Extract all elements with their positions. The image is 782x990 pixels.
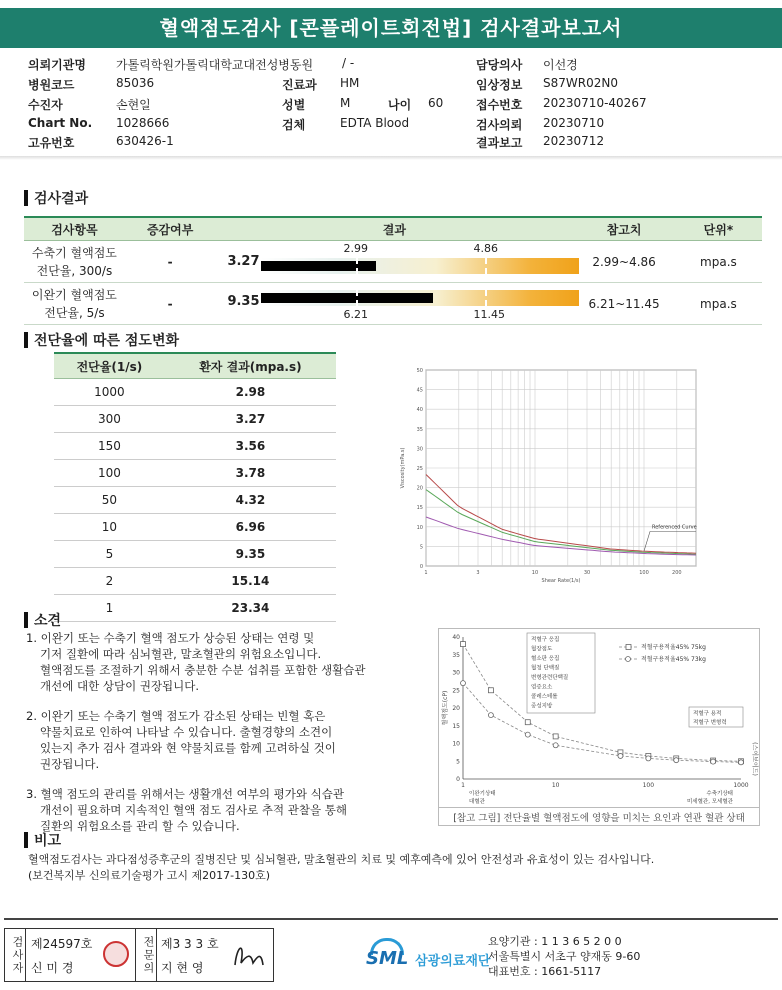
result-row-systolic [24, 241, 762, 283]
table-row: 5 9.35 [54, 541, 336, 568]
col-ref: 참고치 [573, 217, 674, 241]
data-point [674, 758, 679, 763]
unit-cell: mpa.s [675, 241, 762, 283]
factor-box [527, 633, 595, 713]
y-tick-label: 10 [416, 524, 423, 531]
sex-value: M [340, 96, 351, 110]
data-point [525, 720, 530, 725]
col-shear-rate: 전단율(1/s) [54, 353, 165, 379]
result-value: 9.35 [227, 294, 260, 309]
header-divider [0, 156, 782, 160]
col-item: 검사항목 [24, 217, 125, 241]
y-tick-label: 25 [452, 687, 460, 695]
shear-header-row [54, 353, 336, 379]
factor-label: 중성지방 [531, 703, 553, 710]
chart-value: 1028666 [116, 116, 170, 130]
reference-figure [438, 628, 760, 826]
x-tick-label: 100 [639, 570, 649, 576]
opinion-item-3: 3. 혈액 점도의 관리를 위해서는 생활개선 여부의 평가와 식습관 개선이 필요하며 지속적인 혈액 점도 검사로 추적 관찰을 통해 질환의 위험요소를 관리 할 수 있습니다. [26, 787, 347, 833]
y-axis-label: Viscosity(mPa.s) [400, 447, 406, 489]
tester-label: 검사자 [5, 929, 26, 981]
request-label: 검사의뢰 [476, 118, 523, 132]
y-tick-label: 45 [416, 387, 423, 394]
tester-name: 신 미 경 [31, 961, 74, 975]
legend-marker [626, 645, 631, 650]
y-tick-label: 40 [452, 634, 460, 641]
note-text: 혈액점도검사는 과다점성증후군의 질병진단 및 심뇌혈관, 말초혈관의 치료 및 예후예측에 있어 안전성과 유효성이 있는 검사입니다. (보건복지부 신의료기술평가 고시 제2017-130호) [28, 853, 655, 882]
y-tick-label: 15 [416, 505, 423, 512]
reference-chart [439, 629, 759, 805]
id-value: 630426-1 [116, 134, 174, 148]
ref-high-marker [485, 290, 487, 306]
bottom-right-label: 수축기상태 [706, 791, 733, 797]
clinical-value: S87WR02N0 [543, 76, 618, 90]
factor-label: 적혈구 응집 [531, 637, 560, 643]
change-cell: - [125, 283, 216, 325]
unit-cell: mpa.s [675, 283, 762, 325]
hospital-code-label: 병원코드 [28, 78, 75, 92]
company-logo [366, 938, 490, 972]
ref-low-marker [356, 258, 358, 274]
dept-label: 진료과 [282, 78, 317, 92]
section-marker [24, 190, 28, 206]
y-tick-label: 25 [416, 466, 423, 472]
x-tick-label: 10 [551, 782, 560, 789]
y-tick-label: 5 [456, 758, 460, 766]
factor-label: 적혈구 용적 [693, 711, 722, 717]
y-tick-label: 0 [419, 564, 423, 570]
data-point [553, 743, 558, 748]
item-cell: 이완기 혈액점도 전단율, 5/s [24, 283, 125, 325]
institution-label: 의뢰기관명 [28, 58, 86, 72]
gauge-fill [261, 293, 433, 303]
sex-label: 성별 [282, 98, 306, 112]
ref-high-label: 11.45 [473, 308, 505, 321]
data-point [739, 760, 744, 765]
table-row: 1000 2.98 [54, 379, 336, 406]
company-info [488, 934, 640, 979]
change-cell: - [125, 241, 216, 283]
shear-section-title: 전단율에 따른 점도변화 [24, 330, 179, 350]
approver-label: 전문의 [135, 929, 157, 981]
item-cell: 수축기 혈액점도 전단율, 300/s [24, 241, 125, 283]
factor-label: 변형관련단백질 [531, 675, 569, 681]
y-tick-label: 35 [416, 426, 423, 433]
reception-label: 접수번호 [476, 98, 523, 112]
shear-table [54, 352, 336, 622]
doctor-label: 담당의사 [476, 58, 523, 72]
legend-label: 적혈구용적율45% 73kg [641, 656, 706, 663]
signature-icon [227, 935, 267, 975]
factor-label: 염증요소 [531, 684, 553, 691]
y-tick-label: 30 [416, 446, 423, 453]
hospital-code-value: 85036 [116, 76, 155, 90]
doctor-value: 이선경 [543, 58, 578, 72]
result-gauge [261, 290, 579, 306]
ref-low-label: 2.99 [343, 242, 368, 255]
result-row-diastolic [24, 283, 762, 325]
opinion-text [26, 630, 426, 834]
data-point [488, 713, 493, 718]
result-cell [215, 241, 573, 283]
annotation-label: Referenced Curve [651, 524, 697, 531]
bottom-left-label: 이완기상태 [469, 791, 496, 797]
opinion-item-1: 1. 이완기 또는 수축기 혈액 점도가 상승된 상태는 연령 및 기저 질환에 따라 심뇌혈관, 말초혈관의 위험요소입니다. 혈액점도를 조절하기 위해서 충분한 수분 섭취를 포함한 생활습관 개선에 대한 상담이 권장됩니다. [26, 631, 366, 693]
x-tick-label: 200 [672, 570, 682, 576]
age-label: 나이 [388, 98, 412, 112]
id-label: 고유번호 [28, 136, 75, 150]
data-point [461, 681, 466, 686]
bottom-right-label: 미세혈관, 모세혈관 [686, 799, 733, 805]
table-row: 300 3.27 [54, 406, 336, 433]
y-tick-label: 0 [456, 776, 460, 783]
x-axis-label: Shear Rate(1/s) [541, 578, 581, 584]
y-tick-label: 10 [452, 740, 460, 748]
age-value: 60 [428, 96, 444, 110]
table-row: 100 3.78 [54, 460, 336, 487]
table-row: 1 23.34 [54, 595, 336, 622]
specimen-label: 검체 [282, 118, 306, 132]
ward-value: / - [342, 56, 355, 70]
x-tick-label: 1000 [733, 782, 749, 789]
y-tick-label: 50 [416, 368, 423, 374]
reception-value: 20230710-40267 [543, 96, 647, 110]
data-point [525, 732, 530, 737]
company-address: 서울특별시 서초구 양재동 9-60 [488, 950, 641, 963]
data-point [488, 688, 493, 693]
reference-caption: [참고 그림] 전단율별 혈액점도에 영향을 미치는 요인과 연관 혈관 상태 [439, 807, 759, 824]
ref-low-marker [356, 290, 358, 306]
x-tick-label: 30 [583, 570, 591, 576]
result-gauge [261, 258, 579, 274]
y-tick-label: 20 [452, 705, 460, 712]
y-tick-label: 30 [452, 669, 460, 677]
result-section-title: 검사결과 [24, 188, 88, 208]
data-point [646, 756, 651, 761]
y-tick-label: 35 [452, 651, 460, 659]
chart-label: Chart No. [28, 116, 93, 130]
clinical-label: 임상정보 [476, 78, 523, 92]
legend-label: 적혈구용적율45% 75kg [641, 644, 706, 651]
y-axis-label: 혈액점도(cP) [442, 690, 449, 726]
company-phone: 대표번호 : 1661-5117 [488, 965, 602, 978]
factor-label: 혈장점도 [531, 646, 553, 653]
x-tick-label: 10 [531, 570, 539, 576]
col-unit: 단위* [675, 217, 762, 241]
approver-name: 지 현 영 [161, 961, 204, 975]
data-point [711, 759, 716, 764]
sml-logo-icon: SML [366, 938, 406, 968]
opinion-section-title: 소견 [24, 610, 61, 630]
y-tick-label: 20 [416, 485, 423, 492]
company-name: 삼광의료재단 [415, 954, 491, 969]
opinion-item-2: 2. 이완기 또는 수축기 혈액 점도가 감소된 상태는 빈혈 혹은 약물치료로 인하여 나타날 수 있습니다. 출혈경향의 소견이 있는지 추가 검사 결과와 현 약물치료를 함께 고려하실 것이 권장됩니다. [26, 709, 336, 771]
institution-code: 요양기관 : 1 1 3 6 5 2 0 0 [488, 935, 622, 948]
tester-seal-icon [103, 941, 129, 967]
report-label: 결과보고 [476, 136, 523, 150]
y-tick-label: 5 [419, 544, 423, 551]
signature-box [4, 928, 274, 982]
approver-number: 제3 3 3 호 [161, 937, 219, 951]
ref-cell: 2.99~4.86 [573, 241, 674, 283]
col-change: 증감여부 [125, 217, 216, 241]
patient-info [0, 52, 782, 152]
table-row: 2 15.14 [54, 568, 336, 595]
institution-value: 가톨릭학원가톨릭대학교대전성병동원 [116, 58, 314, 72]
right-axis-label: (스이보이드) [751, 742, 758, 776]
x-tick-label: 1 [461, 782, 465, 789]
viscosity-chart [392, 362, 710, 584]
dept-value: HM [340, 76, 360, 90]
result-table [24, 216, 762, 325]
data-point [461, 642, 466, 647]
tester-number: 제24597호 [31, 937, 93, 951]
section-marker [24, 612, 28, 628]
y-tick-label: 15 [452, 722, 460, 730]
bottom-left-label: 대혈관 [469, 799, 485, 805]
col-result: 결과 [215, 217, 573, 241]
result-header-row [24, 217, 762, 241]
y-tick-label: 40 [416, 407, 423, 414]
factor-label: 혈청 단백질 [531, 665, 560, 672]
section-marker [24, 332, 28, 348]
gauge-fill [261, 261, 375, 271]
x-tick-label: 1 [424, 570, 428, 576]
patient-label: 수진자 [28, 98, 63, 112]
section-marker [24, 832, 28, 848]
factor-label: 적혈구 변형력 [693, 720, 727, 726]
table-row: 10 6.96 [54, 514, 336, 541]
legend-marker [626, 657, 631, 662]
data-point [553, 734, 558, 739]
result-cell [215, 283, 573, 325]
footer [4, 918, 778, 990]
col-patient-result: 환자 결과(mpa.s) [165, 353, 336, 379]
request-value: 20230710 [543, 116, 605, 130]
ref-low-label: 6.21 [343, 308, 368, 321]
report-value: 20230712 [543, 134, 605, 148]
factor-label: 혈소판 응집 [531, 656, 560, 662]
data-point [618, 753, 623, 758]
ref-high-label: 4.86 [473, 242, 498, 255]
factor-label: 콜레스테롤 [531, 694, 558, 700]
ref-cell: 6.21~11.45 [573, 283, 674, 325]
patient-value: 손현일 [116, 98, 151, 112]
x-tick-label: 100 [642, 782, 655, 789]
note-section-title: 비고 [24, 830, 61, 850]
table-row: 50 4.32 [54, 487, 336, 514]
x-tick-label: 3 [476, 570, 480, 576]
specimen-value: EDTA Blood [340, 116, 410, 130]
report-title: 혈액점도검사 [콘플레이트회전법] 검사결과보고서 [0, 8, 782, 48]
result-value: 3.27 [227, 254, 260, 269]
table-row: 150 3.56 [54, 433, 336, 460]
ref-high-marker [485, 258, 487, 274]
